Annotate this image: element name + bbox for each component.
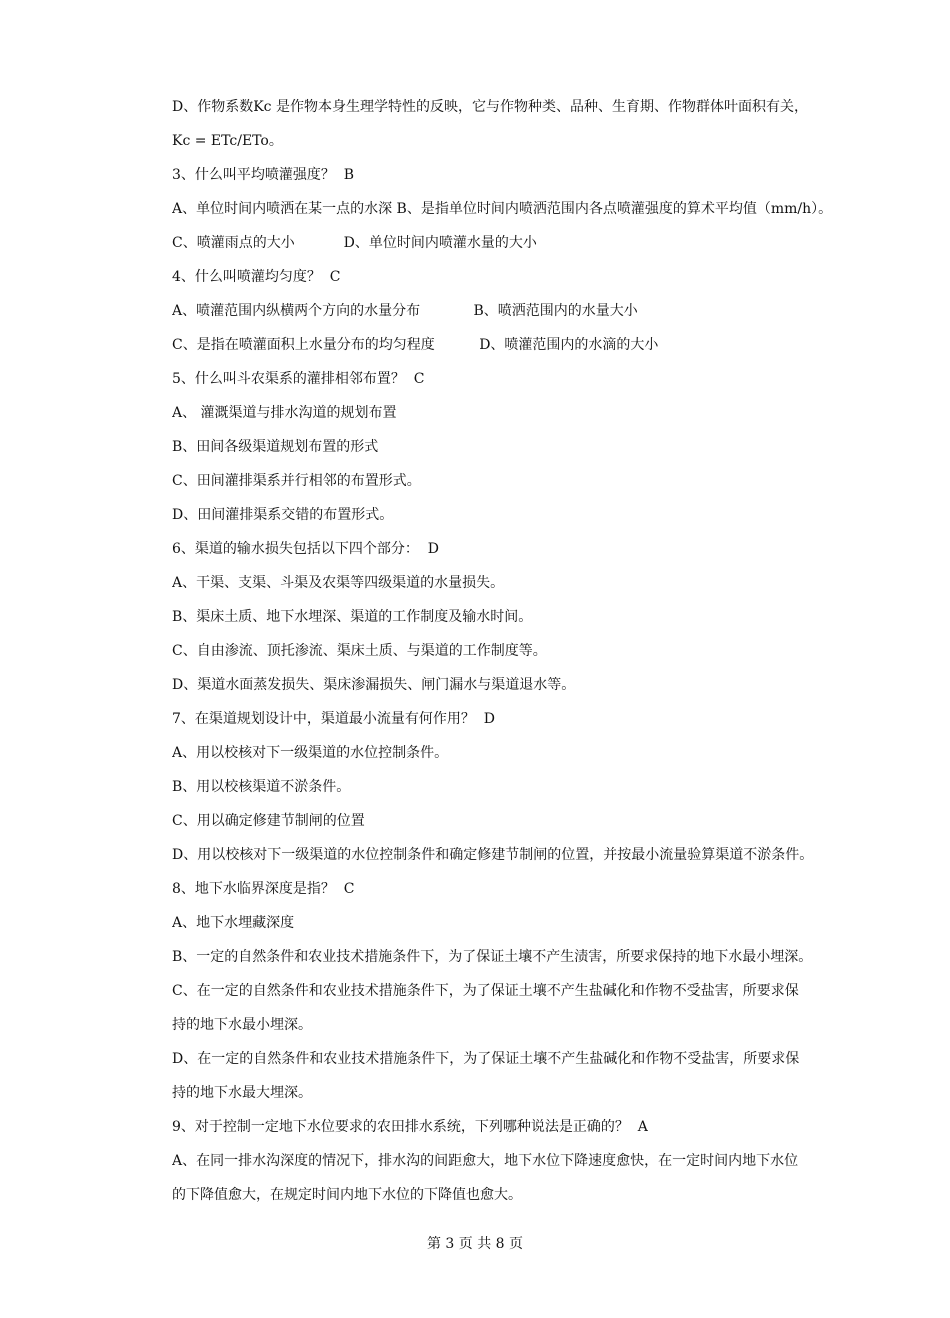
page-footer: 第 3 页 共 8 页 xyxy=(426,1236,524,1252)
answer-option: B、渠床土质、地下水埋深、渠道的工作制度及输水时间。 xyxy=(172,609,533,625)
answer-option: C、田间灌排渠系并行相邻的布置形式。 xyxy=(172,473,421,489)
question-heading: 4、什么叫喷灌均匀度？ C xyxy=(172,269,341,285)
answer-option: A、干渠、支渠、斗渠及农渠等四级渠道的水量损失。 xyxy=(172,575,505,591)
answer-option: C、喷灌雨点的大小 D、单位时间内喷灌水量的大小 xyxy=(172,235,537,251)
text-line: Kc = ETc/ETo。 xyxy=(172,133,283,149)
question-heading: 8、地下水临界深度是指？ C xyxy=(172,881,355,897)
answer-option: A、 灌溉渠道与排水沟道的规划布置 xyxy=(172,405,397,421)
answer-option: A、单位时间内喷洒在某一点的水深 B、是指单位时间内喷洒范围内各点喷灌强度的算术平均值（mm/h）。 xyxy=(172,201,833,217)
question-heading: 9、对于控制一定地下水位要求的农田排水系统，下列哪种说法是正确的？ A xyxy=(172,1119,648,1135)
answer-option: C、在一定的自然条件和农业技术措施条件下，为了保证土壤不产生盐碱化和作物不受盐害，所要求保 xyxy=(172,983,799,999)
answer-option-continued: 的下降值愈大，在规定时间内地下水位的下降值也愈大。 xyxy=(172,1187,522,1203)
answer-option: C、是指在喷灌面积上水量分布的均匀程度 D、喷灌范围内的水滴的大小 xyxy=(172,337,659,353)
answer-option: D、渠道水面蒸发损失、渠床渗漏损失、闸门漏水与渠道退水等。 xyxy=(172,677,576,693)
answer-option: D、用以校核对下一级渠道的水位控制条件和确定修建节制闸的位置，并按最小流量验算渠道不淤条件。 xyxy=(172,847,814,863)
answer-option: D、在一定的自然条件和农业技术措施条件下，为了保证土壤不产生盐碱化和作物不受盐害，所要求保 xyxy=(172,1051,800,1067)
answer-option: B、用以校核渠道不淤条件。 xyxy=(172,779,351,795)
answer-option: B、田间各级渠道规划布置的形式 xyxy=(172,439,379,455)
text-line: D、作物系数Kc 是作物本身生理学特性的反映，它与作物种类、品种、生育期、作物群体叶面积有关， xyxy=(172,99,808,115)
answer-option: A、喷灌范围内纵横两个方向的水量分布 B、喷洒范围内的水量大小 xyxy=(172,303,638,319)
answer-option-continued: 持的地下水最大埋深。 xyxy=(172,1085,312,1101)
answer-option: C、用以确定修建节制闸的位置 xyxy=(172,813,365,829)
document-body xyxy=(172,90,862,1212)
question-heading: 5、什么叫斗农渠系的灌排相邻布置？ C xyxy=(172,371,425,387)
question-heading: 3、什么叫平均喷灌强度？ B xyxy=(172,167,355,183)
answer-option: A、地下水埋藏深度 xyxy=(172,915,295,931)
answer-option: A、用以校核对下一级渠道的水位控制条件。 xyxy=(172,745,449,761)
question-heading: 6、渠道的输水损失包括以下四个部分： D xyxy=(172,541,440,557)
question-heading: 7、在渠道规划设计中，渠道最小流量有何作用？ D xyxy=(172,711,496,727)
answer-option: B、一定的自然条件和农业技术措施条件下，为了保证土壤不产生渍害，所要求保持的地下水最小埋深。 xyxy=(172,949,813,965)
answer-option: A、在同一排水沟深度的情况下，排水沟的间距愈大，地下水位下降速度愈快，在一定时间内地下水位 xyxy=(172,1153,799,1169)
answer-option: C、自由渗流、顶托渗流、渠床土质、与渠道的工作制度等。 xyxy=(172,643,547,659)
answer-option: D、田间灌排渠系交错的布置形式。 xyxy=(172,507,394,523)
answer-option-continued: 持的地下水最小埋深。 xyxy=(172,1017,312,1033)
